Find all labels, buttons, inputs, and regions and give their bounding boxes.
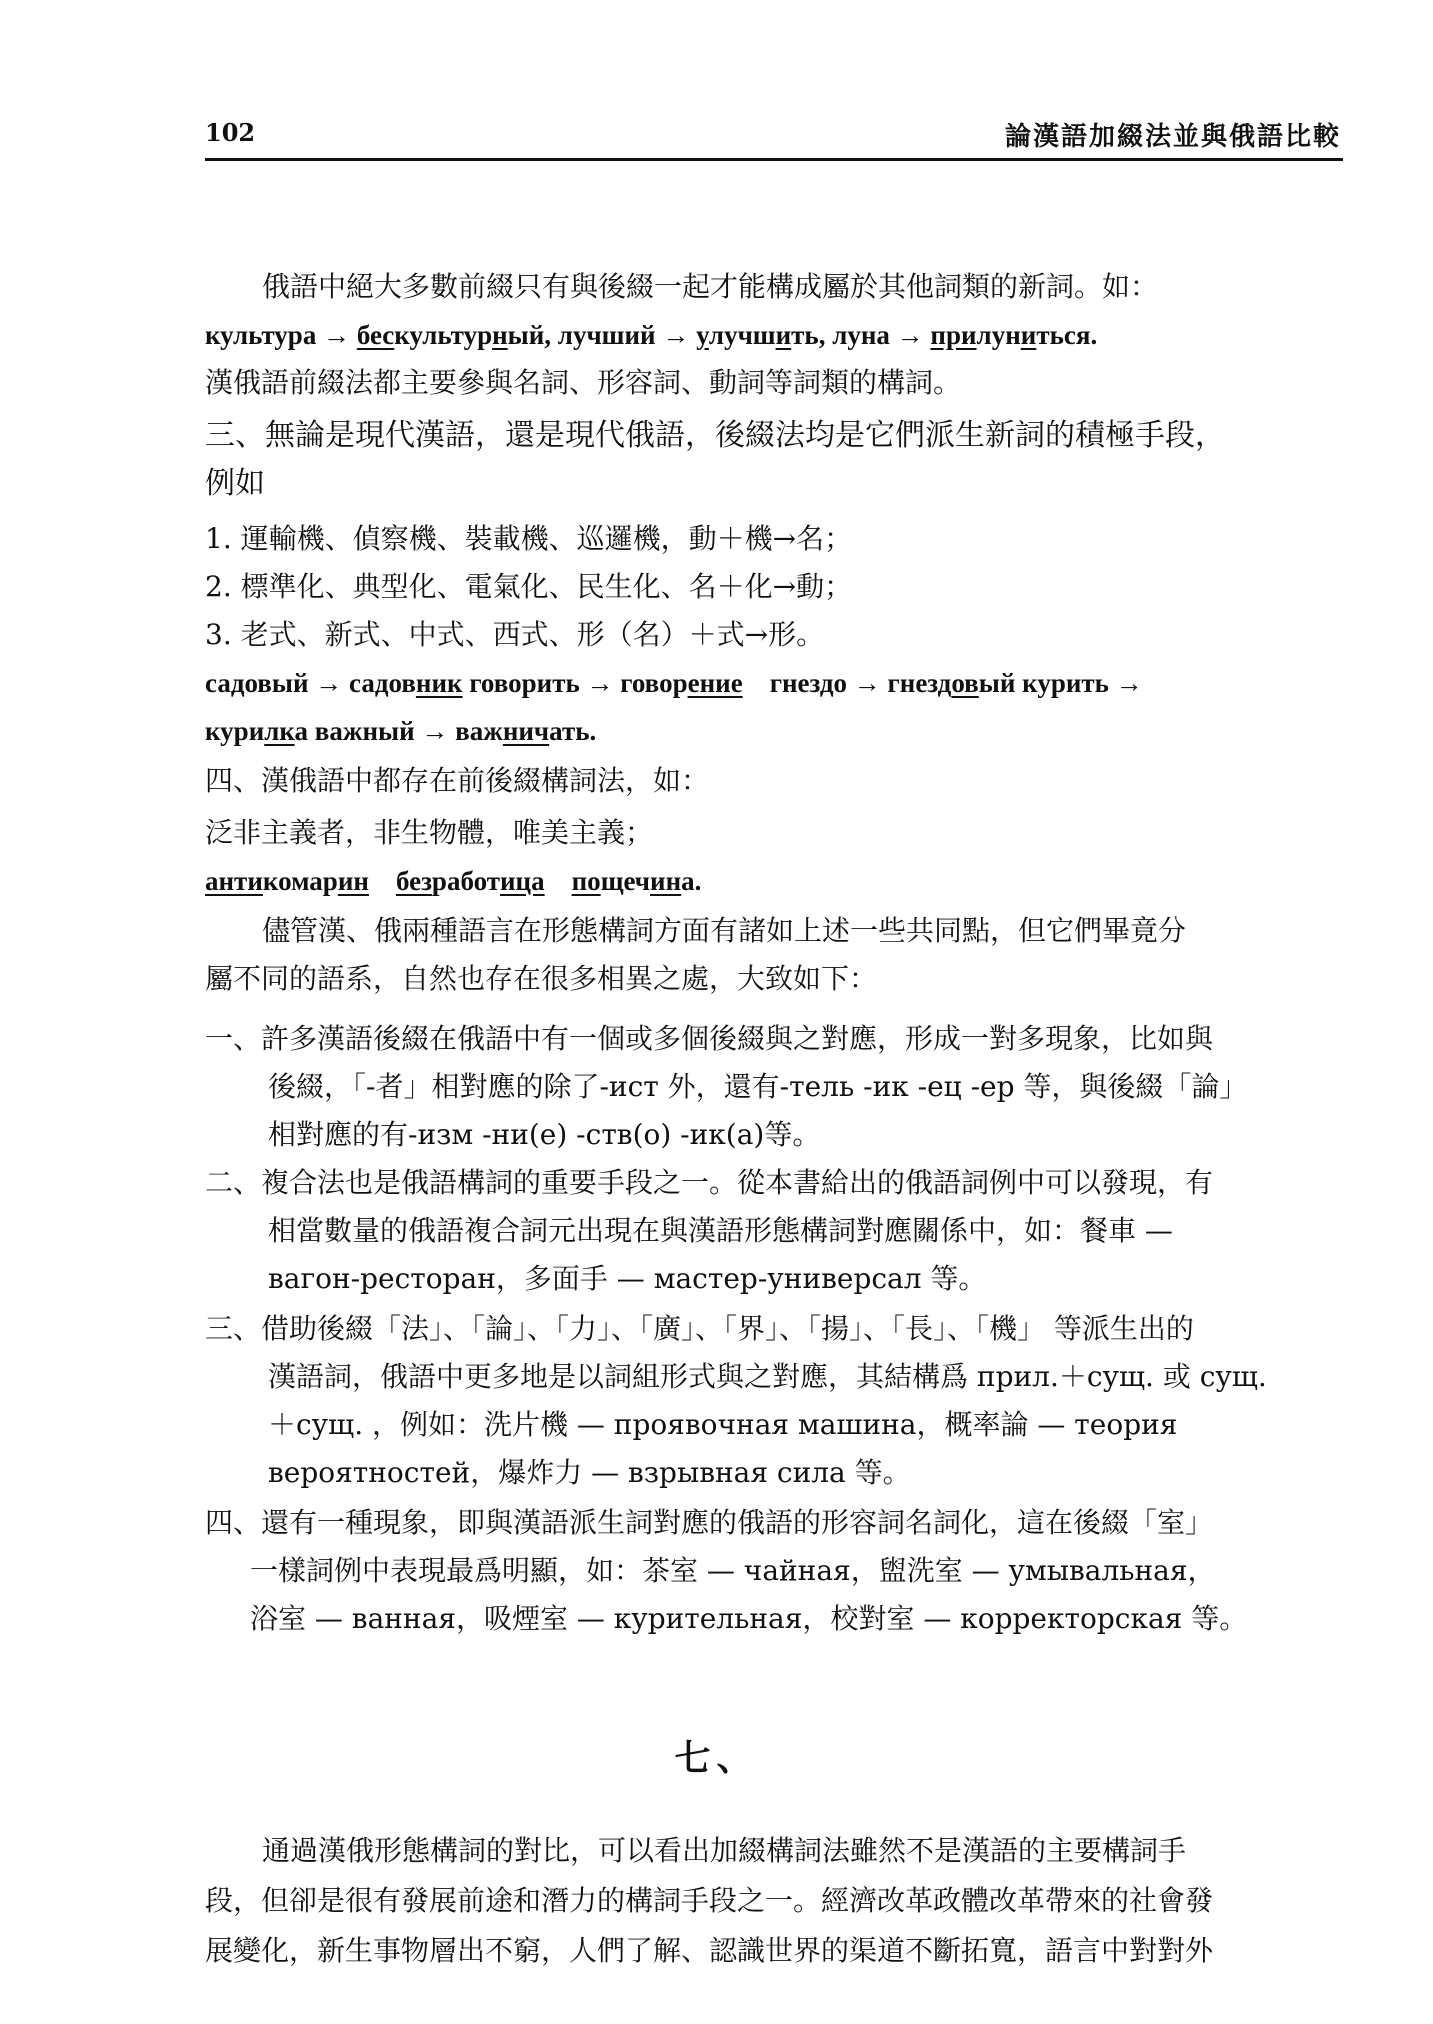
list-item: 3. 老式、新式、中式、西式、形（名）＋式→形。	[205, 618, 825, 651]
russian-example-line	[205, 666, 1143, 700]
underlined-morpheme: по	[571, 866, 601, 896]
underlined-morpheme: нич	[502, 716, 550, 746]
russian-example-line	[205, 714, 596, 748]
underlined-morpheme: и	[775, 320, 792, 350]
underlined-morpheme: ин	[337, 866, 369, 896]
russian-example-line	[205, 864, 701, 898]
word-fragment: а.	[681, 866, 702, 896]
word-fragment: ать.	[549, 716, 597, 746]
underlined-morpheme: без	[395, 866, 432, 896]
word-fragment: щеч	[600, 866, 651, 896]
list-item: 二、複合法也是俄語構詞的重要手段之一。從本書給出的俄語詞例中可以發現，有	[205, 1166, 1214, 1199]
list-item: 2. 標準化、典型化、電氣化、民生化、名＋化→動；	[205, 570, 853, 603]
list-item: 三、借助後綴「法」、「論」、「力」、「廣」、「界」、「揚」、「長」、「機」 等派生出的	[205, 1312, 1194, 1345]
list-item-continuation: 相對應的有-изм -ни(е) -ств(о) -ик(а)等。	[268, 1118, 821, 1151]
paragraph-line: 通過漢俄形態構詞的對比，可以看出加綴構詞法雖然不是漢語的主要構詞手	[262, 1834, 1187, 1867]
word-fragment: кури	[205, 716, 265, 746]
paragraph-line: 漢俄語前綴法都主要參與名詞、形容詞、動詞等詞類的構詞。	[205, 366, 962, 399]
underlined-morpheme: ов	[951, 668, 979, 698]
word-fragment: ться.	[1036, 320, 1098, 350]
paragraph-line: 段，但卻是很有發展前途和潛力的構詞手段之一。經濟改革政體改革帶來的社會發	[205, 1884, 1214, 1917]
word-fragment: ть, луна →	[791, 320, 931, 350]
list-item-continuation: вероятностей，爆炸力 — взрывная сила 等。	[268, 1456, 911, 1489]
header-rule	[205, 158, 1343, 161]
word-fragment: ый курить →	[978, 668, 1143, 698]
paragraph-line: 例如	[205, 466, 265, 501]
word-fragment	[369, 866, 396, 896]
word-fragment: культура →	[205, 320, 357, 350]
word-fragment: лун	[976, 320, 1021, 350]
list-item-continuation: вагон-ресторан，多面手 — мастер-универсал 等。	[268, 1262, 987, 1295]
underlined-morpheme: анти	[205, 866, 263, 896]
underlined-morpheme: н	[492, 320, 508, 350]
underlined-morpheme: и	[1020, 320, 1037, 350]
page-number: 102	[205, 118, 256, 147]
list-item-continuation: 一樣詞例中表現最爲明顯，如：茶室 — чайная，盥洗室 — умывальная，	[250, 1554, 1216, 1587]
list-item-continuation: 後綴，「-者」相對應的除了-ист 外，還有-тель -ик -ец -ер 等，與後綴「論」	[268, 1070, 1248, 1103]
paragraph-line: 三、無論是現代漢語，還是現代俄語，後綴法均是它們派生新詞的積極手段，	[205, 418, 1225, 453]
underlined-morpheme: лк	[264, 716, 295, 746]
list-item: 一、許多漢語後綴在俄語中有一個或多個後綴與之對應，形成一對多現象，比如與	[205, 1022, 1214, 1055]
paragraph-line: 展變化，新生事物層出不窮，人們了解、認識世界的渠道不斷拓寬，語言中對對外	[205, 1934, 1214, 1967]
word-fragment	[545, 866, 572, 896]
list-item-continuation: 漢語詞，俄語中更多地是以詞組形式與之對應，其結構爲 прил.＋сущ. 或 сущ.	[268, 1360, 1267, 1393]
word-fragment: работ	[431, 866, 500, 896]
word-fragment: гнездо → гнезд	[742, 668, 952, 698]
word-fragment: ый, лучший →	[507, 320, 697, 350]
word-fragment: лучш	[708, 320, 776, 350]
word-fragment: а важный → важ	[294, 716, 503, 746]
word-fragment: комар	[262, 866, 338, 896]
underlined-morpheme: при	[930, 320, 977, 350]
underlined-morpheme: ин	[650, 866, 682, 896]
list-item: 1. 運輸機、偵察機、裝載機、巡邏機，動＋機→名；	[205, 522, 853, 555]
section-heading: 七、	[674, 1737, 759, 1779]
underlined-morpheme: ица	[500, 866, 545, 896]
paragraph-line: 泛非主義者，非生物體，唯美主義；	[205, 816, 654, 849]
paragraph-line: 俄語中絕大多數前綴只有與後綴一起才能構成屬於其他詞類的新詞。如：	[262, 270, 1159, 303]
paragraph-line: 屬不同的語系，自然也存在很多相異之處，大致如下：	[205, 962, 878, 995]
paragraph-line: 儘管漢、俄兩種語言在形態構詞方面有諸如上述一些共同點，但它們畢竟分	[262, 914, 1187, 947]
underlined-morpheme: ник	[415, 668, 463, 698]
list-item-continuation: 相當數量的俄語複合詞元出現在與漢語形態構詞對應關係中，如：餐車 —	[268, 1214, 1173, 1247]
word-fragment: говорить → говор	[462, 668, 688, 698]
underlined-morpheme: бес	[356, 320, 395, 350]
list-item-continuation: 浴室 — ванная，吸煙室 — курительная，校對室 — корректорская 等。	[250, 1602, 1248, 1635]
word-fragment: культур	[394, 320, 493, 350]
paragraph-line: 四、漢俄語中都存在前後綴構詞法，如：	[205, 764, 710, 797]
list-item: 四、還有一種現象，即與漢語派生詞對應的俄語的形容詞名詞化，這在後綴「室」	[205, 1506, 1214, 1539]
underlined-morpheme: ение	[687, 668, 743, 698]
list-item-continuation: ＋сущ. ，例如：洗片機 — проявочная машина，概率論 — теория	[268, 1408, 1178, 1441]
underlined-morpheme: у	[696, 320, 709, 350]
word-fragment: садовый → садов	[205, 668, 416, 698]
running-title: 論漢語加綴法並與俄語比較	[1004, 122, 1341, 152]
russian-example-line	[205, 318, 1097, 352]
